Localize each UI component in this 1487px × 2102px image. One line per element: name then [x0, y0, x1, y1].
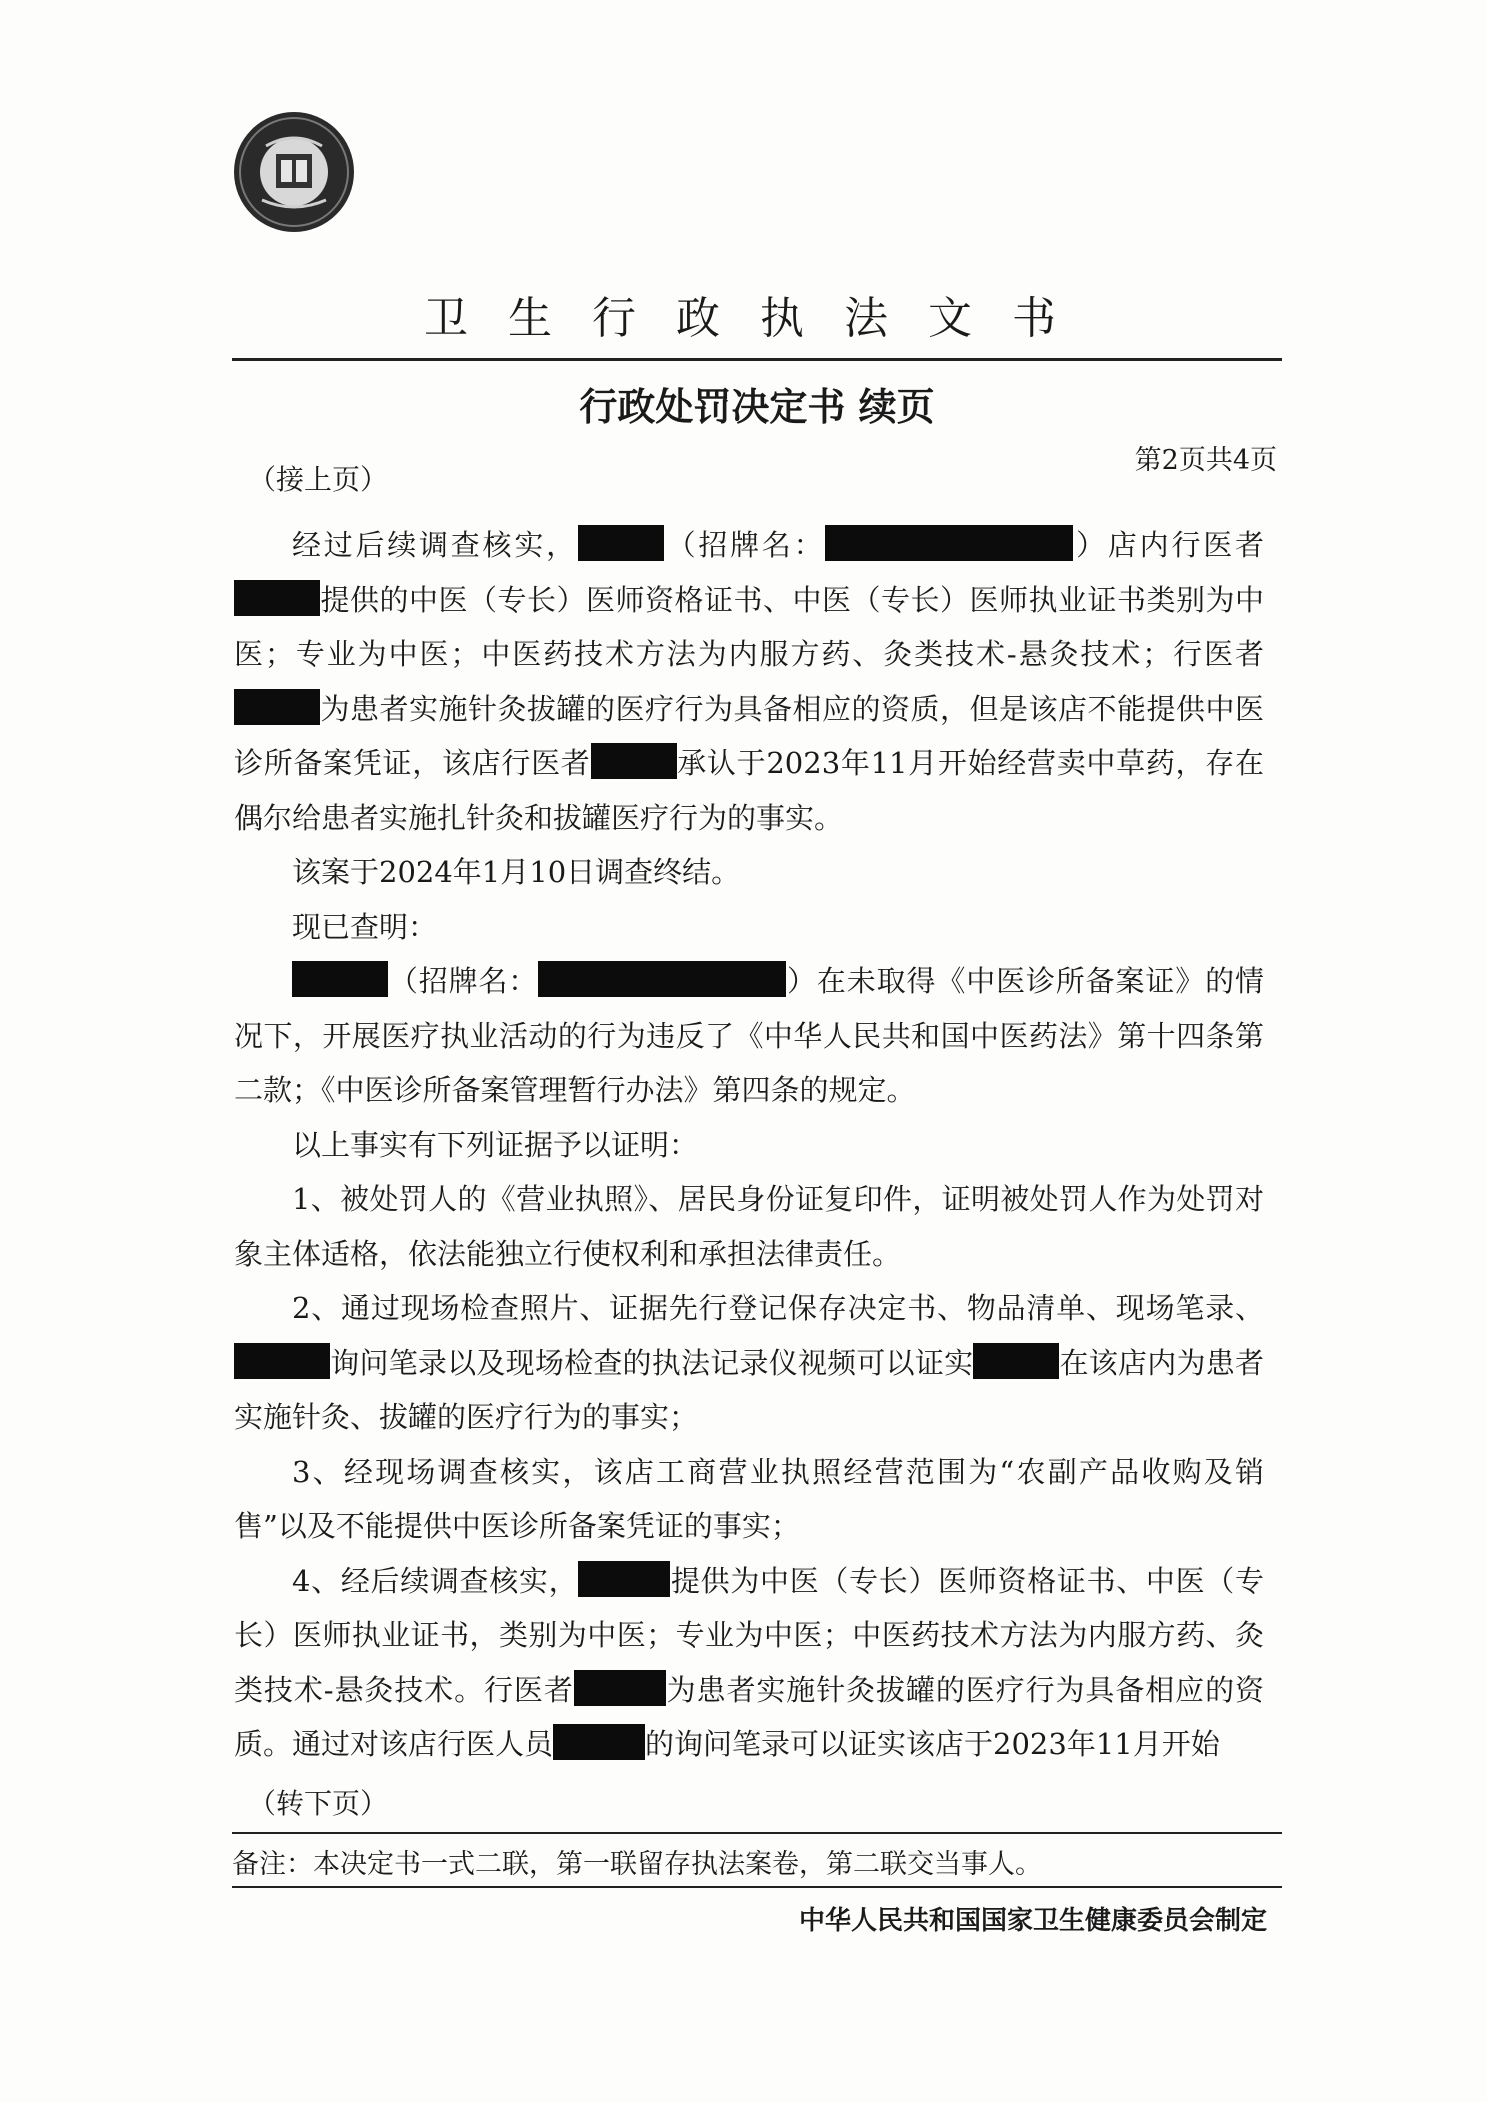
paragraph-evidence-heading: 以上事实有下列证据予以证明： — [292, 1127, 699, 1162]
redaction-block — [591, 743, 677, 779]
redaction-block — [234, 689, 320, 725]
paragraph-evidence-1: 1、被处罚人的《营业执照》、居民身份证复印件，证明被处罚人作为处罚对象主体适格，依法能独立行使权利和承担法律责任。 — [234, 1182, 1264, 1271]
paragraph-investigation — [234, 518, 1264, 845]
text-segment: 提供的中医（专长）医师资格证书、中医（专长）医师执业证书类别为中医；专业为中医；中医药技术方法为内服方药、灸类技术-悬灸技术；行医者 — [234, 582, 1264, 671]
text-segment: ）店内行医者 — [1073, 528, 1264, 562]
paragraph-evidence-4 — [234, 1554, 1264, 1772]
redaction-block — [538, 961, 786, 997]
issuing-authority: 中华人民共和国国家卫生健康委员会制定 — [798, 1906, 1267, 1936]
continued-to-marker: （转下页） — [248, 1787, 389, 1820]
footer-bottom-divider — [232, 1886, 1282, 1888]
text-segment: 2、通过现场检查照片、证据先行登记保存决定书、物品清单、现场笔录、 — [292, 1291, 1264, 1325]
redaction-block — [825, 525, 1073, 561]
text-segment: 询问笔录以及现场检查的执法记录仪视频可以证实 — [330, 1345, 974, 1380]
paragraph-findings-heading: 现已查明： — [292, 909, 438, 944]
redaction-block — [234, 580, 320, 616]
redaction-block — [553, 1724, 645, 1760]
redaction-block — [578, 525, 664, 561]
page-indicator: 第2页共4页 — [1134, 445, 1277, 476]
continued-from-marker: （接上页） — [248, 463, 389, 496]
paragraph-findings — [234, 954, 1264, 1118]
text-segment: ）在未取得《中医诊所备案证》的情况下，开展医疗执业活动的行为违反了《中华人民共和国中医药法》第十四条第二款；《中医诊所备案管理暂行办法》第四条的规定。 — [234, 964, 1264, 1107]
text-segment: 经过后续调查核实， — [292, 528, 578, 562]
text-segment: （招牌名： — [663, 528, 826, 562]
text-segment: 为患者实施针灸拔罐的医疗行为具备相应的资质。通过对该店行医人员 — [234, 1672, 1264, 1761]
redaction-block — [292, 961, 388, 997]
health-supervision-emblem-icon — [232, 110, 356, 234]
text-segment: 在该店内为患者实施针灸、拔罐的医疗行为的事实； — [234, 1345, 1264, 1434]
redaction-block — [973, 1343, 1059, 1379]
header-divider — [232, 358, 1282, 361]
redaction-block — [574, 1670, 666, 1706]
document-title: 行政处罚决定书 续页 — [579, 385, 935, 429]
document-header-title: 卫生行政执法文书 — [424, 293, 1096, 344]
redaction-block — [578, 1561, 670, 1597]
text-segment: （招牌名： — [388, 964, 539, 998]
paragraph-investigation-closed: 该案于2024年1月10日调查终结。 — [292, 855, 741, 889]
text-segment: 提供为中医（专长）医师资格证书、中医（专长）医师执业证书，类别为中医；专业为中医；中医药技术方法为内服方药、灸类技术-悬灸技术。行医者 — [234, 1563, 1264, 1707]
paragraph-evidence-2 — [234, 1281, 1264, 1445]
footer-top-divider — [232, 1832, 1282, 1834]
decision-body — [234, 518, 1264, 1772]
paragraph-evidence-3: 3、经现场调查核实，该店工商营业执照经营范围为“农副产品收购及销售”以及不能提供中医诊所备案凭证的事实； — [234, 1454, 1264, 1543]
text-segment: 的询问笔录可以证实该店于2023年11月开始 — [645, 1727, 1220, 1761]
footer-note: 备注：本决定书一式二联，第一联留存执法案卷，第二联交当事人。 — [232, 1849, 1042, 1880]
text-segment: 为患者实施针灸拔罐的医疗行为具备相应的资质，但是该店不能提供中医诊所备案凭证，该店行医者 — [234, 691, 1264, 780]
text-segment: 承认于2023年11月开始经营卖中草药，存在偶尔给患者实施扎针灸和拔罐医疗行为的事实。 — [234, 746, 1264, 835]
redaction-block — [234, 1343, 330, 1379]
text-segment: 4、经后续调查核实， — [292, 1563, 579, 1598]
